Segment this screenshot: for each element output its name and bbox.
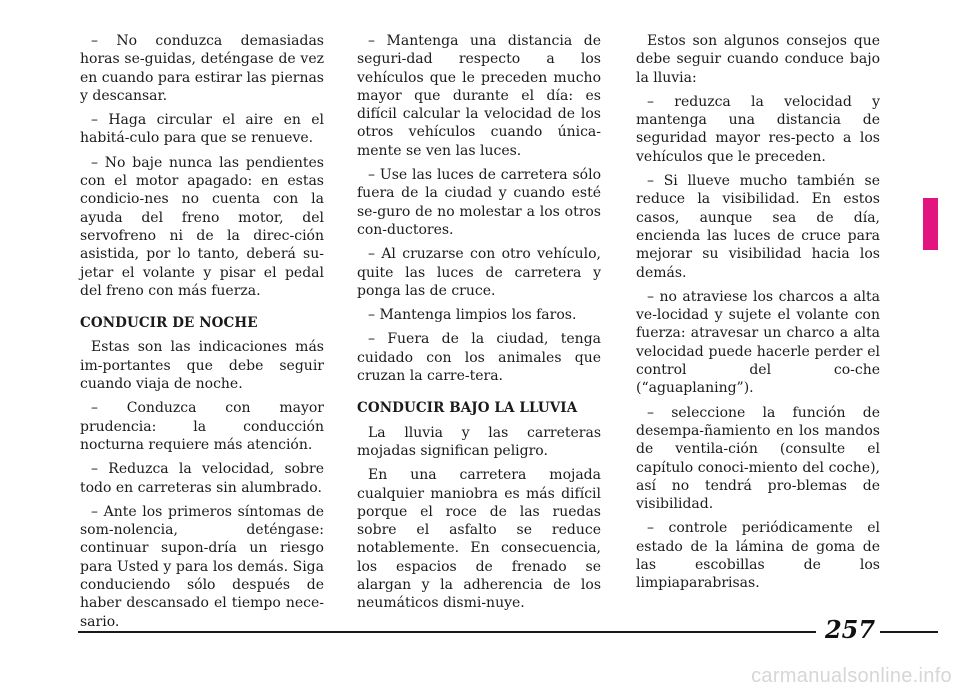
paragraph: – No baje nunca las pendientes con el motor apagado: en estas condicio-nes no cuenta con la ayuda del freno motor, del servofreno ni de la direc-ción asistida, por lo tanto, deberá su-jetar el volante y pisar el pedal del freno con más fuerza. <box>80 154 324 299</box>
text-column-3 <box>636 32 880 599</box>
page-number: 257 <box>824 615 876 644</box>
paragraph: – Si llueve mucho también se reduce la visibilidad. En estos casos, aunque sea de día, encienda las luces de cruce para mejorar su visibilidad hacia los demás. <box>636 173 880 281</box>
chapter-tab-marker <box>923 198 938 250</box>
section-heading-rain-driving: CONDUCIR BAJO LA LLUVIA <box>357 400 578 417</box>
footer-rule <box>78 631 816 633</box>
text-column-1 <box>80 32 324 637</box>
paragraph: – Fuera de la ciudad, tenga cuidado con los animales que cruzan la carre-tera. <box>357 331 601 385</box>
paragraph: – Haga circular el aire en el habitá-culo para que se renueve. <box>80 112 324 147</box>
paragraph: En una carretera mojada cualquier maniobra es más difícil porque el roce de las ruedas sobre el asfalto se reduce notablemente. En consecuencia, los espacios de frenado se alargan y la adherencia de los neumáticos dismi-nuye. <box>357 467 601 612</box>
paragraph: – No conduzca demasiadas horas se-guidas, deténgase de vez en cuando para estirar las piernas y descansar. <box>80 33 324 104</box>
paragraph: Estas son las indicaciones más im-portantes que debe seguir cuando viaja de noche. <box>80 339 324 393</box>
paragraph: – Conduzca con mayor prudencia: la conducción nocturna requiere más atención. <box>80 400 324 453</box>
footer-rule <box>880 631 938 633</box>
paragraph: – reduzca la velocidad y mantenga una distancia de seguridad mayor res-pecto a los vehículos que le preceden. <box>636 93 880 165</box>
paragraph: – Mantenga limpios los faros. <box>368 307 577 324</box>
section-heading-night-driving: CONDUCIR DE NOCHE <box>80 315 258 332</box>
paragraph: – seleccione la función de desempa-ñamiento en los mandos de ventila-ción (consulte el capítulo conoci-miento del coche), así no tendrá pro-blemas de visibilidad. <box>636 404 880 513</box>
paragraph: – Mantenga una distancia de seguri-dad respecto a los vehículos que le preceden mucho mayor que durante el día: es difícil calcular la velocidad de los otros vehículos cuando única-mente se ven las luces. <box>357 33 601 159</box>
text-column-2 <box>357 32 601 619</box>
paragraph: – Reduzca la velocidad, sobre todo en carreteras sin alumbrado. <box>80 461 324 496</box>
paragraph: – Ante los primeros síntomas de som-nolencia, deténgase: continuar supon-dría un riesgo para Usted y para los demás. Siga conduciendo sólo después de haber descansado el tiempo nece-sario. <box>80 503 324 630</box>
paragraph: – Al cruzarse con otro vehículo, quite las luces de carretera y ponga las de cruce. <box>357 246 601 299</box>
paragraph: – no atraviese los charcos a alta ve-locidad y sujete el volante con fuerza: atravesar un charco a alta velocidad puede hacerle perder el control del co-che (“aguaplaning”). <box>636 288 880 397</box>
paragraph: Estos son algunos consejos que debe seguir cuando conduce bajo la lluvia: <box>636 33 880 86</box>
paragraph: – Use las luces de carretera sólo fuera de la ciudad y cuando esté se-guro de no molestar a los otros con-ductores. <box>357 167 601 238</box>
watermark: carmanualsonline.info <box>751 665 952 687</box>
paragraph: La lluvia y las carreteras mojadas significan peligro. <box>357 424 601 459</box>
paragraph: – controle periódicamente el estado de la lámina de goma de las escobillas de los limpiaparabrisas. <box>636 520 880 592</box>
